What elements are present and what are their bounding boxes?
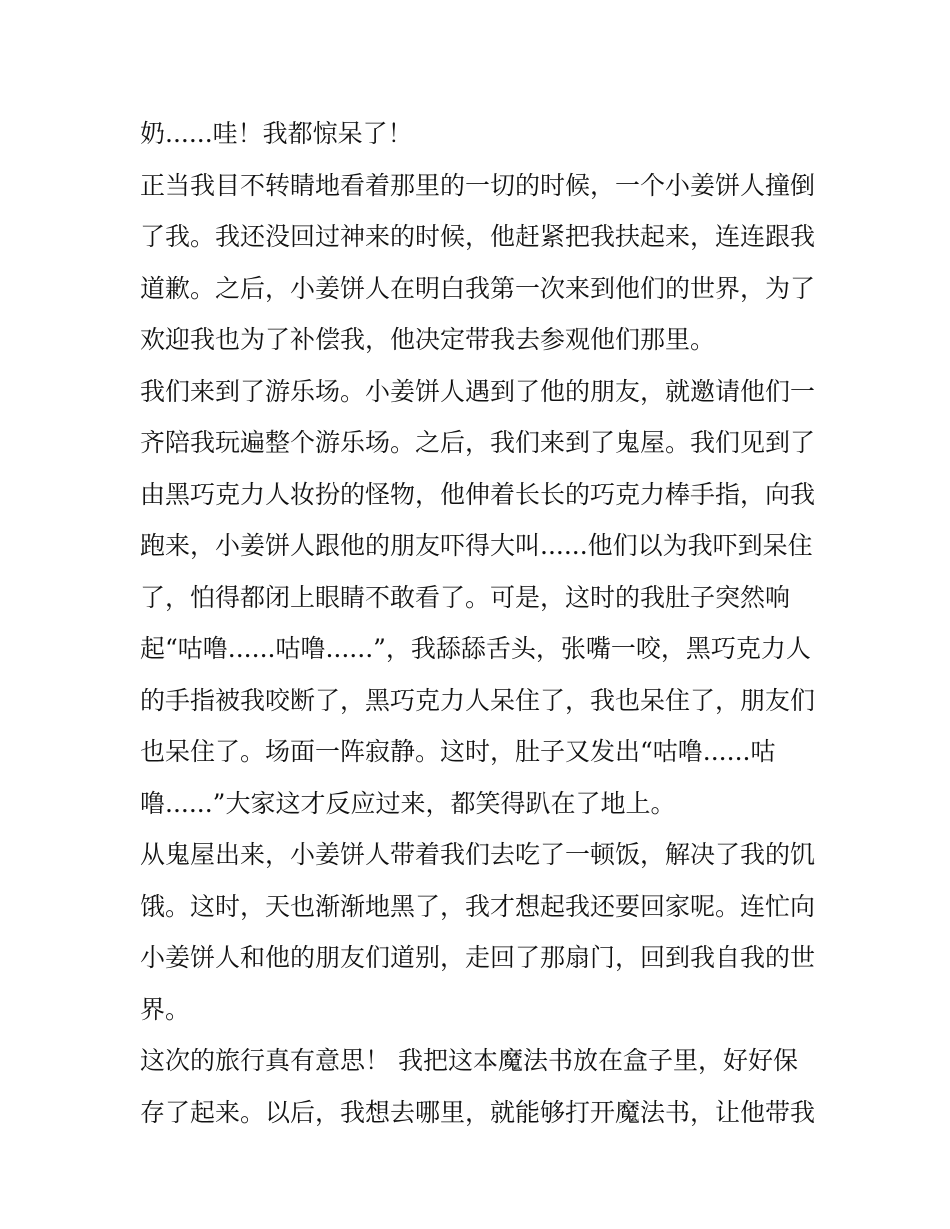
text-line-18: 界。 <box>140 994 191 1024</box>
text-line-14: 噜......”大家这才反应过来，都笑得趴在了地上。 <box>140 788 676 818</box>
text-line-12: 的手指被我咬断了，黑巧克力人呆住了，我也呆住了，朋友们 <box>140 685 816 715</box>
text-line-20: 存了起来。以后，我想去哪里，就能够打开魔法书，让他带我 <box>140 1097 816 1127</box>
story-text <box>140 108 820 1138</box>
text-line-9: 跑来，小姜饼人跟他的朋友吓得大叫......他们以为我吓到呆住 <box>140 531 813 560</box>
text-line-16: 饿。这时，天也渐渐地黑了，我才想起我还要回家呢。连忙向 <box>140 891 816 921</box>
text-line-7: 齐陪我玩遍整个游乐场。之后，我们来到了鬼屋。我们见到了 <box>140 428 816 457</box>
text-line-13: 也呆住了。场面一阵寂静。这时，肚子又发出“咕噜......咕 <box>140 737 776 766</box>
text-line-1: 奶......哇！我都惊呆了！ <box>140 119 413 148</box>
text-line-19: 这次的旅行真有意思！ 我把这本魔法书放在盒子里，好好保 <box>140 1046 798 1075</box>
text-line-2: 正当我目不转睛地看着那里的一切的时候，一个小姜饼人撞倒 <box>140 170 816 200</box>
text-line-17: 小姜饼人和他的朋友们道别，走回了那扇门，回到我自我的世 <box>140 943 816 972</box>
text-line-10: 了，怕得都闭上眼睛不敢看了。可是，这时的我肚子突然响 <box>140 582 791 612</box>
text-line-4: 道歉。之后，小姜饼人在明白我第一次来到他们的世界，为了 <box>140 273 816 303</box>
text-line-3: 了我。我还没回过神来的时候，他赶紧把我扶起来，连连跟我 <box>140 222 816 251</box>
text-line-5: 欢迎我也为了补偿我，他决定带我去参观他们那里。 <box>140 325 716 354</box>
text-line-15: 从鬼屋出来，小姜饼人带着我们去吃了一顿饭，解决了我的饥 <box>140 840 816 869</box>
text-line-11: 起“咕噜......咕噜......”，我舔舔舌头，张嘴一咬，黑巧克力人 <box>140 634 811 663</box>
text-line-6: 我们来到了游乐场。小姜饼人遇到了他的朋友，就邀请他们一 <box>140 376 816 406</box>
text-line-8: 由黑巧克力人妆扮的怪物，他伸着长长的巧克力棒手指，向我 <box>140 479 816 509</box>
